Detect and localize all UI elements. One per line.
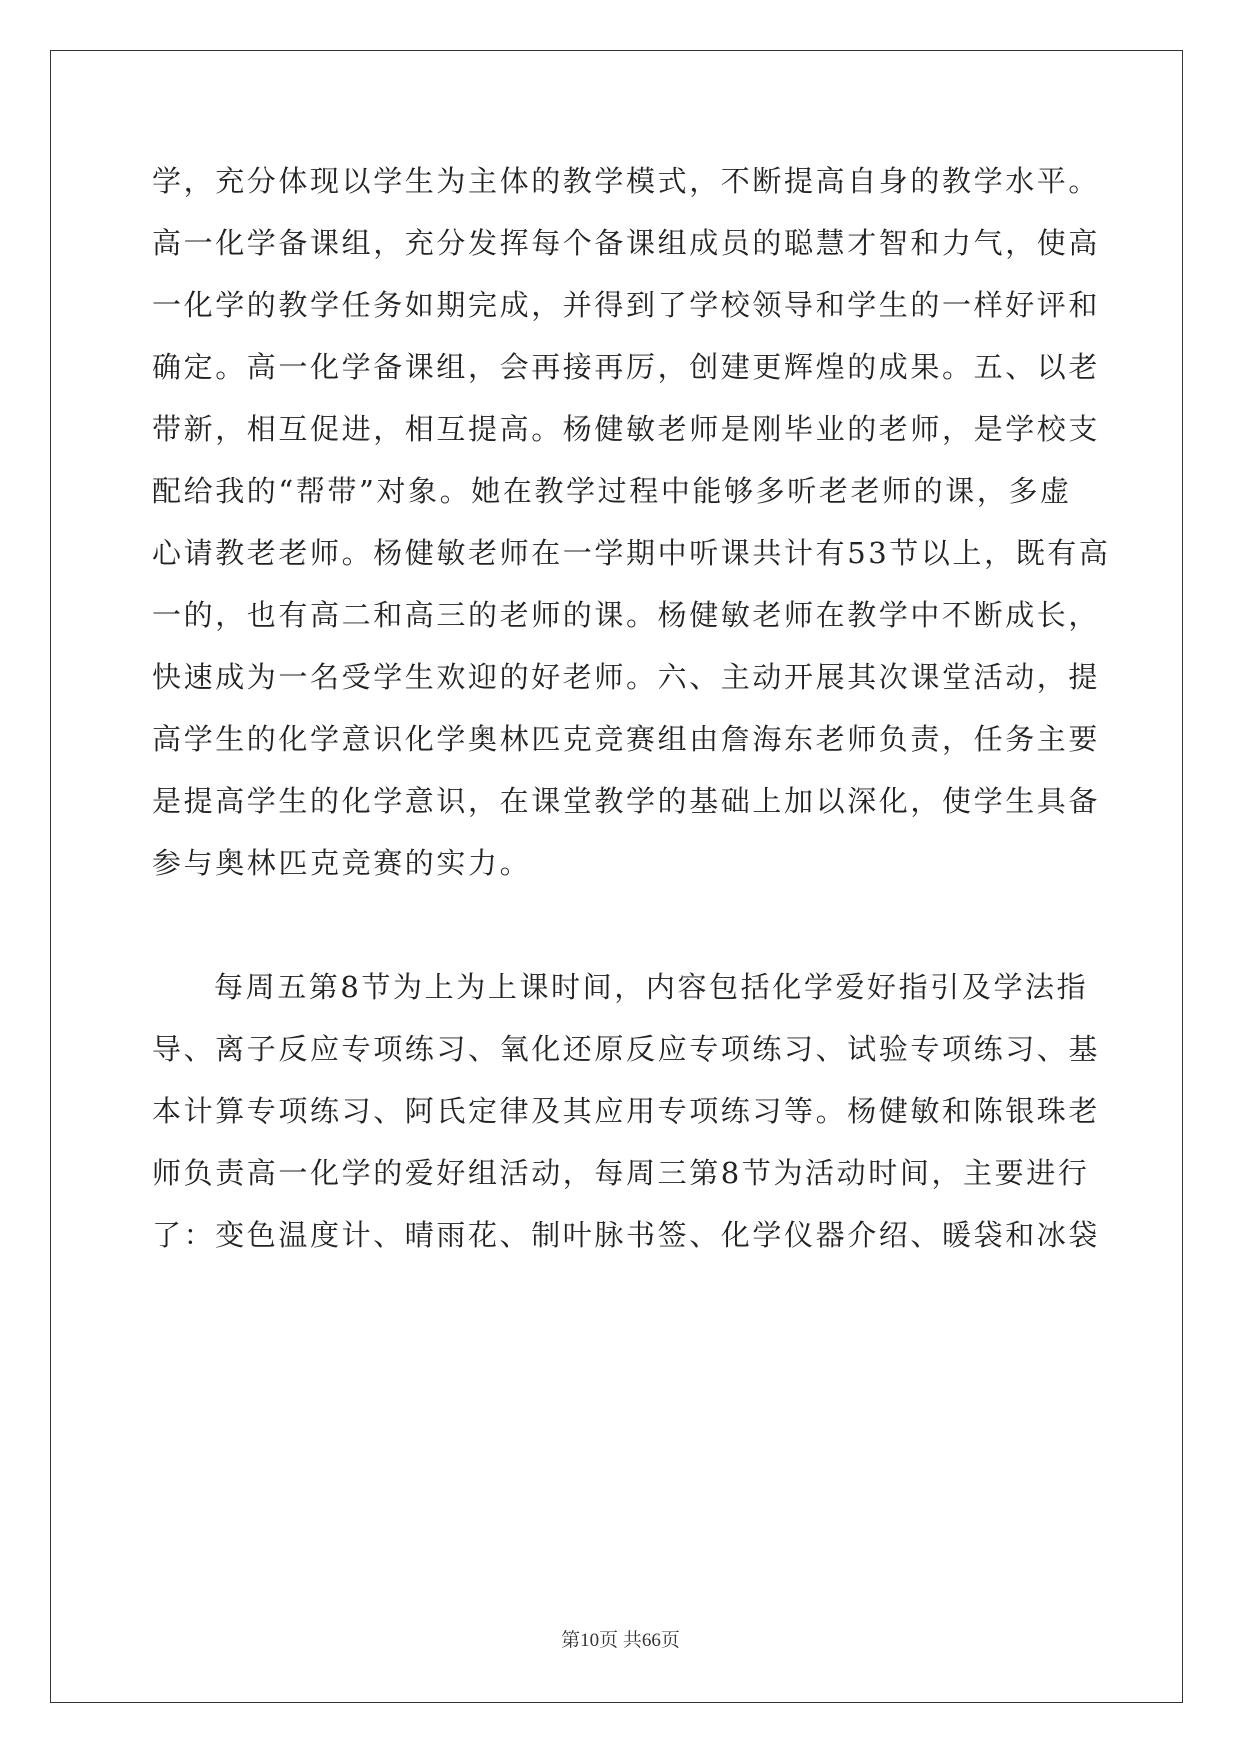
text-line: 参与奥林匹克竞赛的实力。: [152, 846, 532, 880]
document-body: [152, 150, 1111, 1266]
text-line: 师负责高一化学的爱好组活动，每周三第8节为活动时间，主要进行: [152, 1156, 1090, 1190]
paragraph-spacer: [152, 894, 1087, 956]
text-line: 学，充分体现以学生为主体的教学模式，不断提高自身的教学水平。: [152, 164, 1101, 198]
text-line: 确定。高一化学备课组，会再接再厉，创建更辉煌的成果。五、以老: [152, 350, 1101, 384]
paragraph-1: [152, 150, 1111, 894]
page-number: 第10页 共66页: [561, 1630, 680, 1651]
text-line: 带新，相互促进，相互提高。杨健敏老师是刚毕业的老师，是学校支: [152, 412, 1101, 446]
text-line: 了：变色温度计、晴雨花、制叶脉书签、化学仪器介绍、暖袋和冰袋: [152, 1218, 1101, 1252]
text-line: 快速成为一名受学生欢迎的好老师。六、主动开展其次课堂活动，提: [152, 660, 1101, 694]
text-line: 配给我的“帮带”对象。她在教学过程中能够多听老老师的课，多虚: [152, 474, 1072, 508]
text-line: 是提高学生的化学意识，在课堂教学的基础上加以深化，使学生具备: [152, 784, 1101, 818]
text-line: 高学生的化学意识化学奥林匹克竞赛组由詹海东老师负责，任务主要: [152, 722, 1101, 756]
text-line: 导、离子反应专项练习、氧化还原反应专项练习、试验专项练习、基: [152, 1032, 1101, 1066]
text-line: 每周五第8节为上为上课时间，内容包括化学爱好指引及学法指: [214, 970, 1089, 1004]
text-line: 高一化学备课组，充分发挥每个备课组成员的聪慧才智和力气，使高: [152, 226, 1101, 260]
text-line: 一化学的教学任务如期完成，并得到了学校领导和学生的一样好评和: [152, 288, 1101, 322]
text-line: 心请教老老师。杨健敏老师在一学期中听课共计有53节以上，既有高: [152, 536, 1111, 570]
text-line: 一的，也有高二和高三的老师的课。杨健敏老师在教学中不断成长，: [152, 598, 1101, 632]
paragraph-2: [152, 956, 1101, 1266]
text-line: 本计算专项练习、阿氏定律及其应用专项练习等。杨健敏和陈银珠老: [152, 1094, 1101, 1128]
